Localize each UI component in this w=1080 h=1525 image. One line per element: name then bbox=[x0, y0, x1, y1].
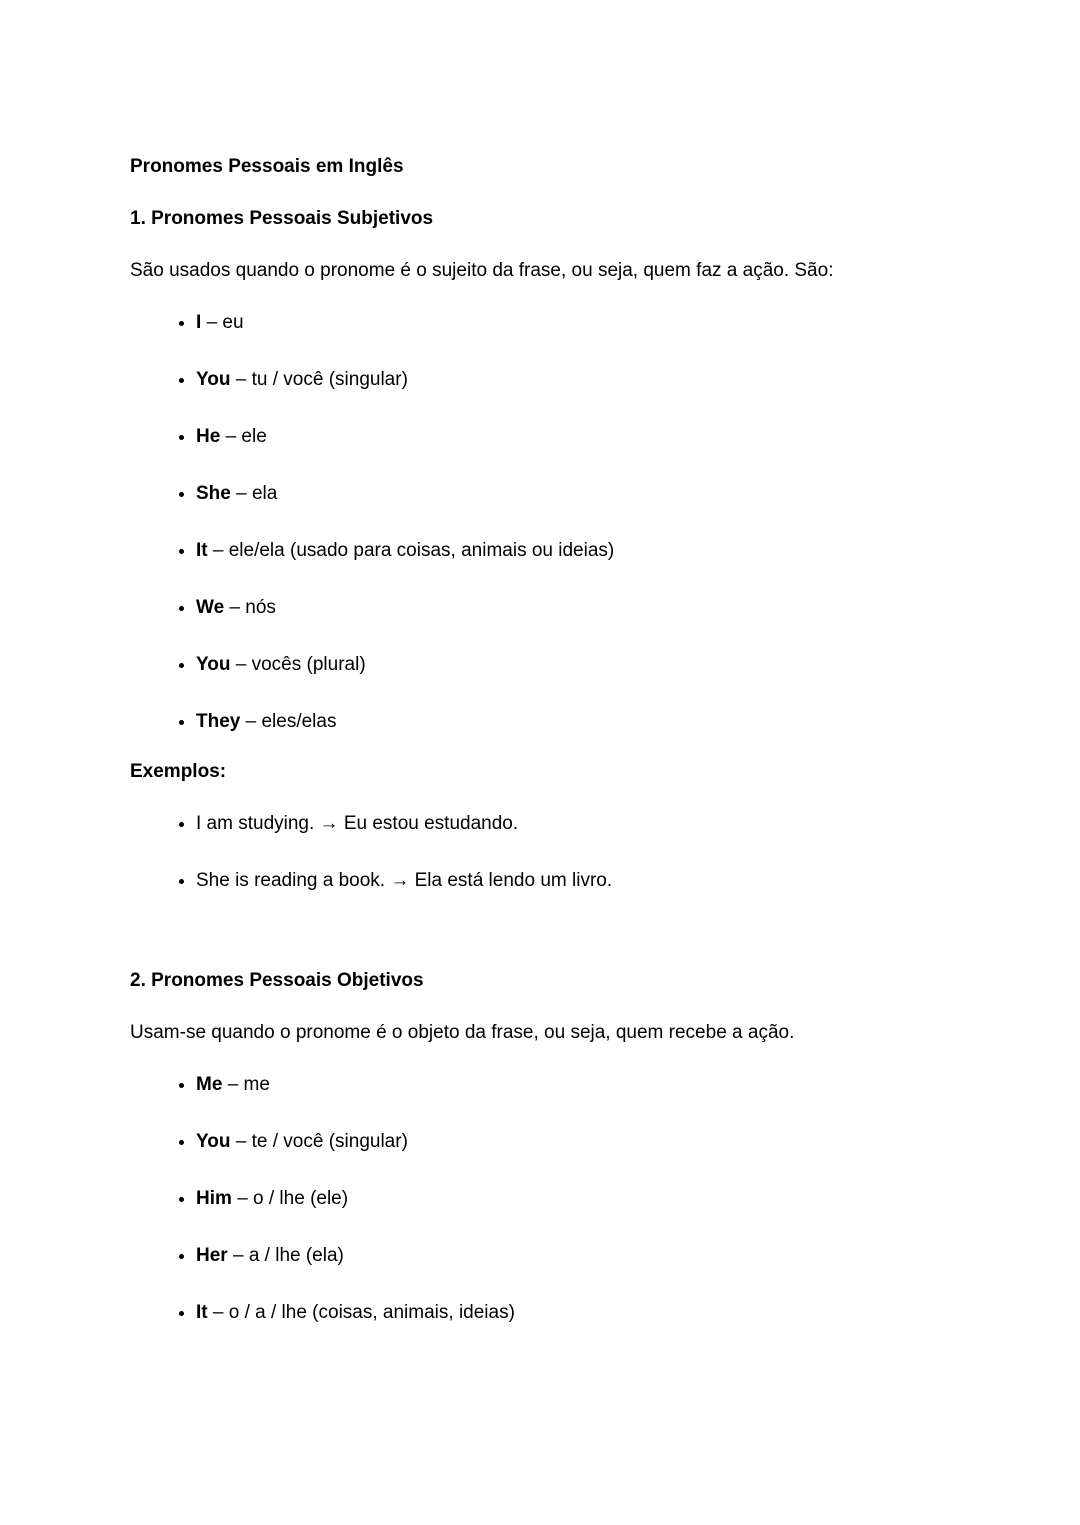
section-1-heading: 1. Pronomes Pessoais Subjetivos bbox=[130, 208, 434, 229]
list-item bbox=[196, 539, 950, 562]
subject-pronouns-list bbox=[130, 311, 950, 733]
example-item: • She is reading a book. → Ela está lendo um livro. bbox=[196, 869, 950, 892]
list-item bbox=[196, 311, 950, 334]
list-item bbox=[196, 1130, 950, 1153]
list-item bbox=[196, 596, 950, 619]
pronoun-term: You bbox=[196, 369, 231, 390]
pronoun-term: They bbox=[196, 711, 241, 732]
pronoun-term: She bbox=[196, 483, 231, 504]
pronoun-description: – ele bbox=[225, 426, 267, 447]
list-item bbox=[196, 1073, 950, 1096]
pronoun-term: You bbox=[196, 1131, 231, 1152]
pronoun-term: It bbox=[196, 540, 208, 561]
blank-line-spacer bbox=[130, 919, 950, 969]
list-item bbox=[196, 1301, 950, 1324]
section-1-intro: São usados quando o pronome é o sujeito da frase, ou seja, quem faz a ação. São: bbox=[130, 260, 834, 281]
list-item bbox=[196, 653, 950, 676]
pronoun-description: – a / lhe (ela) bbox=[232, 1245, 344, 1266]
pronoun-term: He bbox=[196, 426, 221, 447]
section-2-intro: Usam-se quando o pronome é o objeto da frase, ou seja, quem recebe a ação. bbox=[130, 1022, 795, 1043]
pronoun-description: – o / a / lhe (coisas, animais, ideias) bbox=[212, 1302, 515, 1323]
pronoun-description: – ele/ela (usado para coisas, animais ou ideias) bbox=[212, 540, 615, 561]
pronoun-description: – tu / você (singular) bbox=[235, 369, 408, 390]
list-item bbox=[196, 482, 950, 505]
examples-list bbox=[130, 812, 950, 892]
pronoun-term: Me bbox=[196, 1074, 223, 1095]
list-item bbox=[196, 710, 950, 733]
pronoun-description: – eu bbox=[206, 312, 244, 333]
pronoun-term: It bbox=[196, 1302, 208, 1323]
pronoun-term: You bbox=[196, 654, 231, 675]
object-pronouns-list bbox=[130, 1073, 950, 1324]
pronoun-description: – o / lhe (ele) bbox=[237, 1188, 349, 1209]
example-item: • I am studying. → Eu estou estudando. bbox=[196, 812, 950, 835]
pronoun-term: We bbox=[196, 597, 225, 618]
pronoun-description: – vocês (plural) bbox=[235, 654, 366, 675]
document-title: Pronomes Pessoais em Inglês bbox=[130, 156, 404, 177]
pronoun-description: – me bbox=[227, 1074, 270, 1095]
list-item bbox=[196, 425, 950, 448]
pronoun-description: – ela bbox=[236, 483, 278, 504]
list-item bbox=[196, 1244, 950, 1267]
list-item bbox=[196, 368, 950, 391]
pronoun-description: – te / você (singular) bbox=[235, 1131, 408, 1152]
section-2-heading: 2. Pronomes Pessoais Objetivos bbox=[130, 970, 424, 991]
pronoun-term: Him bbox=[196, 1188, 232, 1209]
pronoun-description: – eles/elas bbox=[245, 711, 337, 732]
pronoun-description: – nós bbox=[229, 597, 276, 618]
pronoun-term: I bbox=[196, 312, 202, 333]
pronoun-term: Her bbox=[196, 1245, 228, 1266]
list-item bbox=[196, 1187, 950, 1210]
examples-heading: Exemplos: bbox=[130, 761, 227, 782]
